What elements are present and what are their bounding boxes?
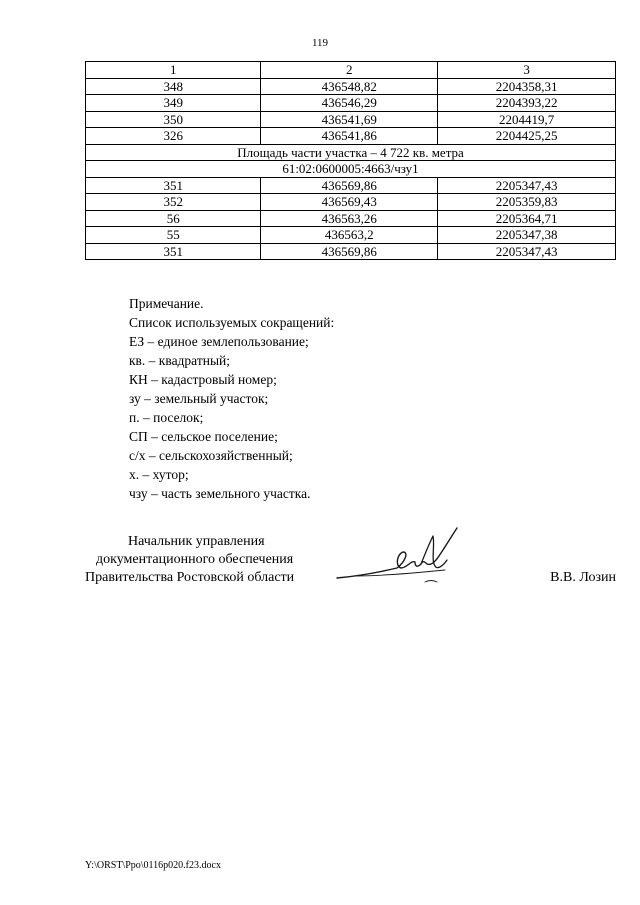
point-number-cell: 350 [86, 111, 261, 128]
point-number-cell: 351 [86, 177, 261, 194]
table-row [86, 111, 616, 128]
abbreviation-item: СП – сельское поселение; [129, 429, 278, 444]
x-coordinate-cell: 436563,26 [261, 210, 438, 227]
x-coordinate-cell: 436541,69 [261, 111, 438, 128]
x-coordinate-cell: 436548,82 [261, 78, 438, 95]
column-header: 1 [86, 62, 261, 79]
table-row [86, 78, 616, 95]
y-coordinate-cell: 2204358,31 [438, 78, 616, 95]
column-header: 3 [438, 62, 616, 79]
x-coordinate-cell: 436569,86 [261, 177, 438, 194]
column-header: 2 [261, 62, 438, 79]
table-row [86, 227, 616, 244]
abbreviation-item: зу – земельный участок; [129, 391, 269, 406]
y-coordinate-cell: 2204393,22 [438, 95, 616, 112]
y-coordinate-cell: 2205347,38 [438, 227, 616, 244]
parcel-id-row [86, 161, 616, 178]
table-row [86, 243, 616, 260]
table-header-row [86, 62, 616, 79]
point-number-cell: 56 [86, 210, 261, 227]
file-path-footer: Y:\ORST\Ppo\0116p020.f23.docx [85, 860, 221, 871]
table-row [86, 210, 616, 227]
y-coordinate-cell: 2204419,7 [438, 111, 616, 128]
y-coordinate-cell: 2205359,83 [438, 194, 616, 211]
abbreviation-item: чзу – часть земельного участка. [129, 486, 311, 501]
note-title: Примечание. [129, 296, 204, 311]
abbreviation-item: кв. – квадратный; [129, 353, 230, 368]
area-note-row [86, 144, 616, 161]
signature-block [85, 534, 616, 594]
y-coordinate-cell: 2205347,43 [438, 177, 616, 194]
y-coordinate-cell: 2205347,43 [438, 243, 616, 260]
table-row [86, 177, 616, 194]
table-row [86, 95, 616, 112]
point-number-cell: 348 [86, 78, 261, 95]
page-number: 119 [311, 37, 329, 49]
table-row [86, 128, 616, 145]
signer-name: В.В. Лозин [550, 570, 616, 585]
signer-title-line2: документационного обеспечения [96, 552, 294, 567]
x-coordinate-cell: 436569,43 [261, 194, 438, 211]
abbreviation-item: КН – кадастровый номер; [129, 372, 277, 387]
point-number-cell: 351 [86, 243, 261, 260]
y-coordinate-cell: 2205364,71 [438, 210, 616, 227]
abbreviation-item: ЕЗ – единое землепользование; [129, 334, 309, 349]
abbreviations-note [129, 294, 334, 503]
abbreviation-item: с/х – сельскохозяйственный; [129, 448, 293, 463]
parcel-id: 61:02:0600005:4663/чзу1 [86, 161, 616, 178]
x-coordinate-cell: 436569,86 [261, 243, 438, 260]
x-coordinate-cell: 436563,2 [261, 227, 438, 244]
abbreviation-item: х. – хутор; [129, 467, 189, 482]
x-coordinate-cell: 436541,86 [261, 128, 438, 145]
area-note: Площадь части участка – 4 722 кв. метра [86, 144, 616, 161]
point-number-cell: 352 [86, 194, 261, 211]
coordinates-table [85, 61, 616, 260]
abbreviation-item: п. – поселок; [129, 410, 204, 425]
table-row [86, 194, 616, 211]
signer-title-line1: Начальник управления [128, 534, 265, 549]
note-intro: Список используемых сокращений: [129, 315, 335, 330]
signer-title-line3: Правительства Ростовской области [85, 570, 295, 585]
point-number-cell: 326 [86, 128, 261, 145]
point-number-cell: 55 [86, 227, 261, 244]
handwritten-signature [335, 526, 460, 591]
y-coordinate-cell: 2204425,25 [438, 128, 616, 145]
x-coordinate-cell: 436546,29 [261, 95, 438, 112]
point-number-cell: 349 [86, 95, 261, 112]
